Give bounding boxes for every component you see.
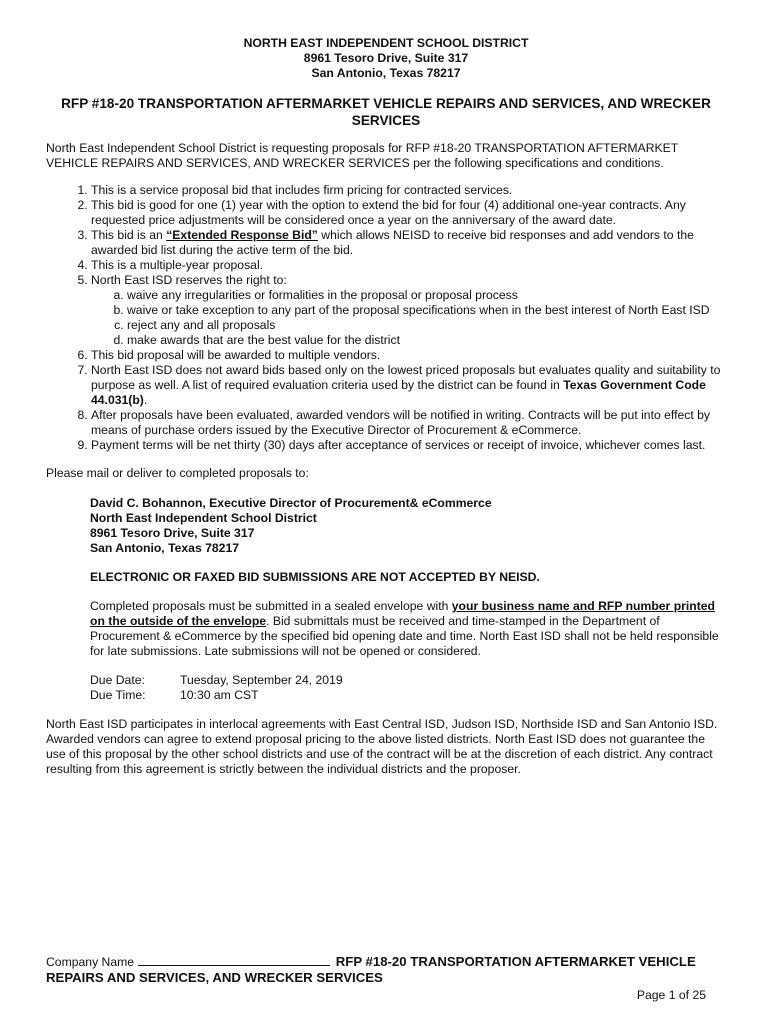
sublist-item: a. waive any irregularities or formalities in the proposal or proposal process — [127, 288, 726, 303]
submission-instructions — [90, 599, 726, 659]
government-code-emphasis: Texas Government Code 44.031(b) — [91, 378, 706, 407]
list-item — [91, 438, 726, 453]
list-item-text: This bid is good for one (1) year with the option to extend the bid for four (4) additional one-year contracts. Any requested price adjustments will be considered once a year on the anniversary of the award date. — [91, 198, 686, 227]
due-time-label: Due Time: — [90, 688, 146, 702]
company-name-label: Company Name — [46, 955, 135, 969]
due-date-label: Due Date: — [90, 673, 145, 687]
page-number: Page 1 of 25 — [636, 988, 706, 1002]
address-line: North East Independent School District — [90, 511, 317, 525]
list-item — [91, 348, 726, 363]
district-city: San Antonio, Texas 78217 — [311, 66, 461, 80]
due-time-value: 10:30 am CST — [180, 688, 259, 702]
list-item-text: After proposals have been evaluated, awarded vendors will be notified in writing. Contracts will be put into effect by means of purchase orders issued by the Executive Director of Procurement & eCommerce. — [91, 408, 710, 437]
conditions-list — [46, 183, 726, 453]
footer-rfp-title-cont: REPAIRS AND SERVICES, AND WRECKER SERVICES — [46, 970, 383, 985]
footer-rfp-title: RFP #18-20 TRANSPORTATION AFTERMARKET VEHICLE — [335, 954, 696, 969]
page-footer — [46, 954, 726, 986]
list-item — [91, 363, 726, 408]
list-item-text: This is a service proposal bid that includes firm pricing for contracted services. — [91, 183, 513, 197]
list-item — [91, 273, 726, 348]
document-title: RFP #18-20 TRANSPORTATION AFTERMARKET VEHICLE REPAIRS AND SERVICES, AND WRECKER SERVICES — [61, 96, 711, 128]
list-item-text: This is a multiple-year proposal. — [91, 258, 264, 272]
extended-response-emphasis: “Extended Response Bid” — [166, 228, 318, 242]
list-item — [91, 228, 726, 258]
list-item-text: . — [143, 393, 148, 407]
sublist-item: b. waive or take exception to any part of the proposal specifications when in the best interest of North East ISD — [127, 303, 726, 318]
sublist-item: d. make awards that are the best value for the district — [127, 333, 726, 348]
list-item — [91, 408, 726, 438]
address-line: 8961 Tesoro Drive, Suite 317 — [90, 526, 255, 540]
intro-paragraph: North East Independent School District is requesting proposals for RFP #18-20 TRANSPORTATION AFTERMARKET VEHICLE REPAIRS AND SERVICES, AND WRECKER SERVICES per the following specifications and conditions. — [46, 141, 678, 170]
letterhead — [46, 36, 726, 81]
envelope-emphasis: your business name and RFP number printed on the outside of the envelope — [90, 599, 715, 628]
instructions-text: Completed proposals must be submitted in a sealed envelope with — [90, 599, 452, 613]
submission-warning: ELECTRONIC OR FAXED BID SUBMISSIONS ARE NOT ACCEPTED BY NEISD. — [90, 570, 540, 584]
list-item — [91, 258, 726, 273]
address-line: San Antonio, Texas 78217 — [90, 541, 240, 555]
mail-instructions: Please mail or deliver to completed proposals to: — [46, 466, 309, 480]
instructions-text: . Bid submittals must be received and time-stamped in the Department of Procurement & eCommerce by the specified bid opening date and time. North East ISD shall not be held responsible for late submissions. Late submissions will not be opened or considered. — [90, 614, 719, 658]
list-item-text: North East ISD reserves the right to: — [91, 273, 287, 287]
list-item — [91, 183, 726, 198]
mailing-address — [90, 496, 726, 556]
list-item-text: This bid is an — [91, 228, 167, 242]
list-item-text: North East ISD does not award bids based only on the lowest priced proposals but evaluates quality and suitability to purpose as well. A list of required evaluation criteria used by the district can be found in — [91, 363, 721, 392]
interlocal-paragraph: North East ISD participates in interlocal agreements with East Central ISD, Judson ISD, Northside ISD and San Antonio ISD. Awarded vendors can agree to extend proposal pricing to the above listed districts. North East ISD does not guarantee the use of this proposal by the other school districts and use of the contract will be at the discretion of each district. Any contract resulting from this agreement is strictly between the individual districts and the proposer. — [46, 717, 718, 776]
list-item-text: This bid proposal will be awarded to multiple vendors. — [91, 348, 381, 362]
list-item-text: which allows NEISD to receive bid responses and add vendors to the awarded bid list during the active term of the bid. — [91, 228, 694, 257]
address-line: David C. Bohannon, Executive Director of Procurement& eCommerce — [90, 496, 492, 510]
district-name: NORTH EAST INDEPENDENT SCHOOL DISTRICT — [243, 36, 529, 50]
due-date-value: Tuesday, September 24, 2019 — [180, 673, 343, 687]
due-block — [90, 673, 726, 703]
list-item-text: Payment terms will be net thirty (30) days after acceptance of services or receipt of invoice, whichever comes last. — [91, 438, 706, 452]
company-name-blank — [138, 954, 330, 966]
sublist-item: c. reject any and all proposals — [127, 318, 726, 333]
district-street: 8961 Tesoro Drive, Suite 317 — [303, 51, 469, 65]
rights-sublist — [91, 288, 726, 348]
document-page — [46, 36, 726, 777]
list-item — [91, 198, 726, 228]
